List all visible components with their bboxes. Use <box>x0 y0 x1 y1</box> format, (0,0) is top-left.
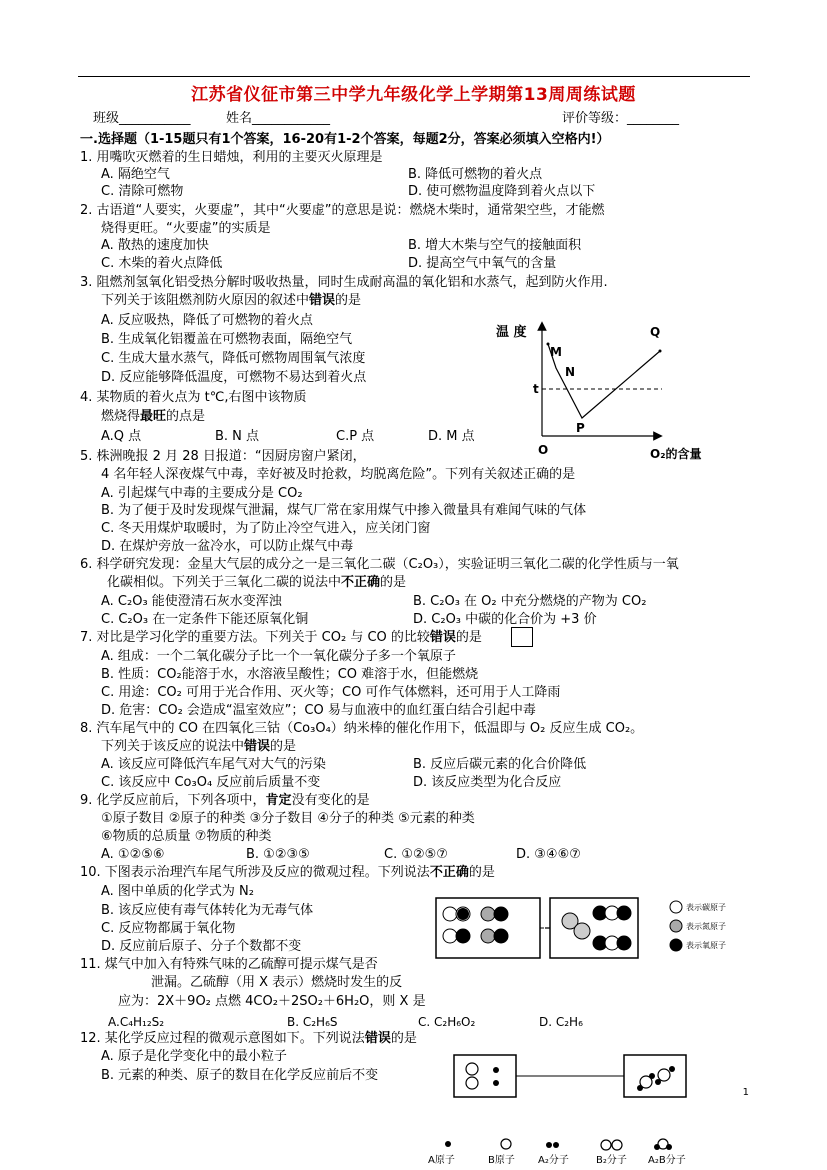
q6-stem-line1: 6. 科学研究发现：金星大气层的成分之一是三氧化二碳（C₂O₃），实验证明三氧化二碳的化学性质与一氧 <box>80 557 679 572</box>
q9-items-line2: ⑥物质的总质量 ⑦物质的种类 <box>101 829 272 844</box>
q12-stem: 12. 某化学反应过程的微观示意图如下。下列说法错误的是 <box>80 1031 417 1046</box>
legend-a-atom: A原子 <box>428 1155 455 1166</box>
class-field: 班级___________ <box>93 111 191 126</box>
label-n: N <box>565 365 576 379</box>
q4-option-d: D. M 点 <box>428 429 475 444</box>
q8-stem-line1: 8. 汽车尾气中的 CO 在四氧化三钴（Co₃O₄）纳米棒的催化作用下，低温即与 O₂ 反应生成 CO₂。 <box>80 721 644 736</box>
name-field: 姓名____________ <box>226 111 331 126</box>
q8-option-c: C. 该反应中 Co₃O₄ 反应前后质量不变 <box>101 775 321 790</box>
q3-option-c: C. 生成大量水蒸气，降低可燃物周围氧气浓度 <box>101 351 366 366</box>
q12-option-b: B. 元素的种类、原子的数目在化学反应前后不变 <box>101 1068 379 1083</box>
q7-option-c: C. 用途：CO₂ 可用于光合作用、灭火等；CO 可作气体燃料，还可用于人工降雨 <box>101 685 561 700</box>
q11-stem-line3: 应为：2X＋9O₂ 点燃 4CO₂＋2SO₂＋6H₂O，则 X 是 <box>118 994 426 1009</box>
q10-stem: 10. 下图表示治理汽车尾气所涉及反应的微观过程。下列说法不正确的是 <box>80 865 495 880</box>
legend-b-atom: B原子 <box>488 1155 515 1166</box>
q10-option-b: B. 该反应使有毒气体转化为无毒气体 <box>101 903 314 918</box>
q11-option-c: C. C₂H₆O₂ <box>418 1015 476 1029</box>
temperature-curve <box>548 344 660 418</box>
q7-option-a: A. 组成：一个二氧化碳分子比一个一氧化碳分子多一个氧原子 <box>101 649 456 664</box>
legend-a2-molecule: A₂分子 <box>538 1155 569 1166</box>
q7-option-d: D. 危害：CO₂ 会造成“温室效应”；CO 易与血液中的血红蛋白结合引起中毒 <box>101 703 536 718</box>
legend-nitrogen: 表示氮原子 <box>686 922 726 931</box>
q10-option-a: A. 图中单质的化学式为 N₂ <box>101 884 254 899</box>
temperature-o2-graph <box>490 318 720 466</box>
q10-option-c: C. 反应物都属于氧化物 <box>101 921 236 936</box>
q7-option-b: B. 性质：CO₂能溶于水，水溶液呈酸性；CO 难溶于水，但能燃烧 <box>101 667 479 682</box>
q3-stem-line1: 3. 阻燃剂氢氧化铝受热分解时吸收热量，同时生成耐高温的氧化铝和水蒸气，起到防火作用. <box>80 275 608 290</box>
q8-option-d: D. 该反应类型为化合反应 <box>413 775 562 790</box>
q5-option-b: B. 为了便于及时发现煤气泄漏，煤气厂常在家用煤气中掺入微量具有难闻气味的气体 <box>101 503 587 518</box>
q9-items-line1: ①原子数目 ②原子的种类 ③分子数目 ④分子的种类 ⑤元素的种类 <box>101 811 475 826</box>
q3-option-b: B. 生成氧化铝覆盖在可燃物表面，隔绝空气 <box>101 332 353 347</box>
y-axis-label: 温 度 <box>496 325 527 340</box>
q8-option-b: B. 反应后碳元素的化合价降低 <box>413 757 587 772</box>
q5-stem-line2: 4 名年轻人深夜煤气中毒，幸好被及时抢救，均脱离危险”。下列有关叙述正确的是 <box>101 467 576 482</box>
q8-option-a: A. 该反应可降低汽车尾气对大气的污染 <box>101 757 326 772</box>
q6-stem-line2: 化碳相似。下列关于三氧化二碳的说法中不正确的是 <box>107 575 407 590</box>
q2-stem-line2: 烧得更旺。“火要虚”的实质是 <box>101 221 271 236</box>
q4-option-a: A.Q 点 <box>101 429 142 444</box>
x-axis-label: O₂的含量 <box>650 447 702 461</box>
q11-option-b: B. C₂H₆S <box>287 1015 338 1029</box>
legend-b2-molecule: B₂分子 <box>596 1155 627 1166</box>
point-q <box>659 350 662 353</box>
label-m: M <box>550 345 562 359</box>
q6-option-c: C. C₂O₃ 在一定条件下能还原氧化铜 <box>101 612 309 627</box>
q8-stem-line2: 下列关于该反应的说法中错误的是 <box>101 739 297 754</box>
legend-carbon: 表示碳原子 <box>686 903 726 912</box>
grade-field: 评价等级：________ <box>562 111 680 126</box>
q2-stem-line1: 2. 古语道“人要实，火要虚”，其中“火要虚”的意思是说：燃烧木柴时，通常架空些，才能燃 <box>80 203 605 218</box>
q1-option-a: A. 隔绝空气 <box>101 167 170 182</box>
micro-reaction-diagram <box>420 1050 720 1168</box>
q11-stem-line2: 泄漏。乙硫醇（用 X 表示）燃烧时发生的反 <box>151 975 403 990</box>
q3-option-d: D. 反应能够降低温度，可燃物不易达到着火点 <box>101 370 367 385</box>
exhaust-reaction-diagram <box>432 893 732 963</box>
q6-option-a: A. C₂O₃ 能使澄清石灰水变浑浊 <box>101 594 282 609</box>
q1-option-d: D. 使可燃物温度降到着火点以下 <box>408 184 596 199</box>
section-heading: 一.选择题（1-15题只有1个答案，16-20有1-2个答案，每题2分，答案必须填入空格内!） <box>80 132 610 147</box>
q5-stem-line1: 5. 株洲晚报 2 月 28 日报道：“因厨房窗户紧闭， <box>80 449 366 464</box>
page-number: 1 <box>742 1087 749 1098</box>
q2-option-a: A. 散热的速度加快 <box>101 238 209 253</box>
q4-option-c: C.P 点 <box>336 429 375 444</box>
q6-option-d: D. C₂O₃ 中碳的化合价为 +3 价 <box>413 612 597 627</box>
q2-option-d: D. 提高空气中氧气的含量 <box>408 256 557 271</box>
q4-option-b: B. N 点 <box>215 429 260 444</box>
answer-box[interactable] <box>511 627 533 647</box>
q11-option-a: A.C₄H₁₂S₂ <box>108 1015 165 1029</box>
q4-stem-line1: 4. 某物质的着火点为 t℃,右图中该物质 <box>80 390 307 405</box>
legend-oxygen: 表示氧原子 <box>686 941 726 950</box>
q1-option-b: B. 降低可燃物的着火点 <box>408 167 543 182</box>
q3-stem-line2: 下列关于该阻燃剂防火原因的叙述中错误的是 <box>101 293 362 308</box>
q3-option-a: A. 反应吸热，降低了可燃物的着火点 <box>101 313 313 328</box>
q11-option-d: D. C₂H₆ <box>539 1015 583 1029</box>
label-p: P <box>576 421 585 435</box>
q5-option-d: D. 在煤炉旁放一盆冷水，可以防止煤气中毒 <box>101 539 354 554</box>
label-q: Q <box>650 325 661 339</box>
q9-option-c: C. ①②⑤⑦ <box>384 847 448 862</box>
q9-stem: 9. 化学反应前后，下列各项中，肯定没有变化的是 <box>80 793 370 808</box>
q7-stem: 7. 对比是学习化学的重要方法。下列关于 CO₂ 与 CO 的比较错误的是 <box>80 630 482 645</box>
q12-option-a: A. 原子是化学变化中的最小粒子 <box>101 1049 287 1064</box>
q2-option-b: B. 增大木柴与空气的接触面积 <box>408 238 582 253</box>
q11-stem-line1: 11. 煤气中加入有特殊气味的乙硫醇可提示煤气是否 <box>80 957 378 972</box>
q5-option-a: A. 引起煤气中毒的主要成分是 CO₂ <box>101 486 303 501</box>
q1-option-c: C. 清除可燃物 <box>101 184 184 199</box>
q9-option-b: B. ①②③⑤ <box>246 847 310 862</box>
q5-option-c: C. 冬天用煤炉取暖时，为了防止冷空气进入，应关闭门窗 <box>101 521 431 536</box>
q2-option-c: C. 木柴的着火点降低 <box>101 256 223 271</box>
label-origin: O <box>538 443 549 457</box>
q1-stem: 1. 用嘴吹灭燃着的生日蜡烛，利用的主要灭火原理是 <box>80 150 383 165</box>
q4-stem-line2: 燃烧得最旺的点是 <box>101 409 206 424</box>
q9-option-d: D. ③④⑥⑦ <box>516 847 581 862</box>
q6-option-b: B. C₂O₃ 在 O₂ 中充分燃烧的产物为 CO₂ <box>413 594 647 609</box>
legend-a2b-molecule: A₂B分子 <box>648 1155 686 1166</box>
q10-option-d: D. 反应前后原子、分子个数都不变 <box>101 939 302 954</box>
header-rule <box>78 76 750 77</box>
page-title: 江苏省仪征市第三中学九年级化学上学期第13周周练试题 <box>191 85 636 105</box>
q9-option-a: A. ①②⑤⑥ <box>101 847 165 862</box>
label-t: t <box>533 382 539 396</box>
